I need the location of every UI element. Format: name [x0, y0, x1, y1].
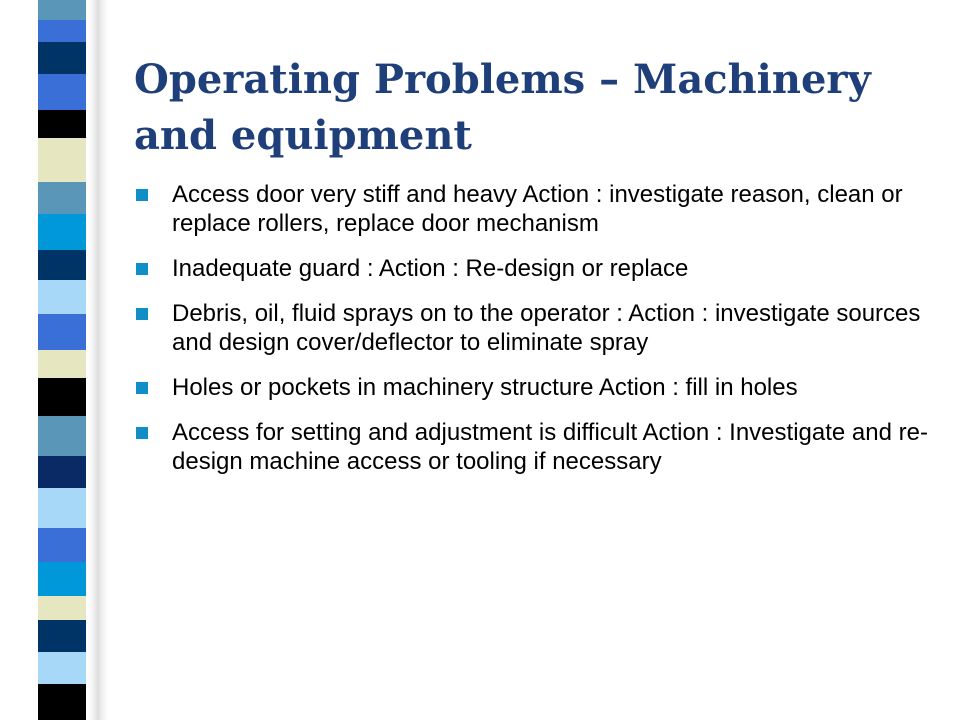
bullet-item [134, 418, 934, 476]
bullet-text: Debris, oil, fluid sprays on to the operator : Action : investigate sources and design cover/deflector to eliminate spray [172, 300, 921, 356]
square-bullet-icon [136, 427, 148, 439]
square-bullet-icon [136, 308, 148, 320]
square-bullet-icon [136, 382, 148, 394]
square-bullet-icon [136, 263, 148, 275]
bullet-item [134, 180, 934, 238]
square-bullet-icon [136, 189, 148, 201]
bullet-item [134, 373, 934, 402]
bullet-item [134, 254, 934, 283]
bullet-list [134, 180, 934, 492]
bullet-text: Holes or pockets in machinery structure Action : fill in holes [172, 374, 798, 401]
bullet-text: Access door very stiff and heavy Action : investigate reason, clean or replace rollers, replace door mechanism [172, 181, 903, 237]
decorative-stripe-band [0, 0, 112, 720]
bullet-text: Access for setting and adjustment is difficult Action : Investigate and re-design machine access or tooling if necessary [172, 419, 928, 475]
bullet-item [134, 299, 934, 357]
bullet-text: Inadequate guard : Action : Re-design or replace [172, 255, 689, 282]
slide-title: Operating Problems – Machinery and equipment [134, 56, 871, 159]
